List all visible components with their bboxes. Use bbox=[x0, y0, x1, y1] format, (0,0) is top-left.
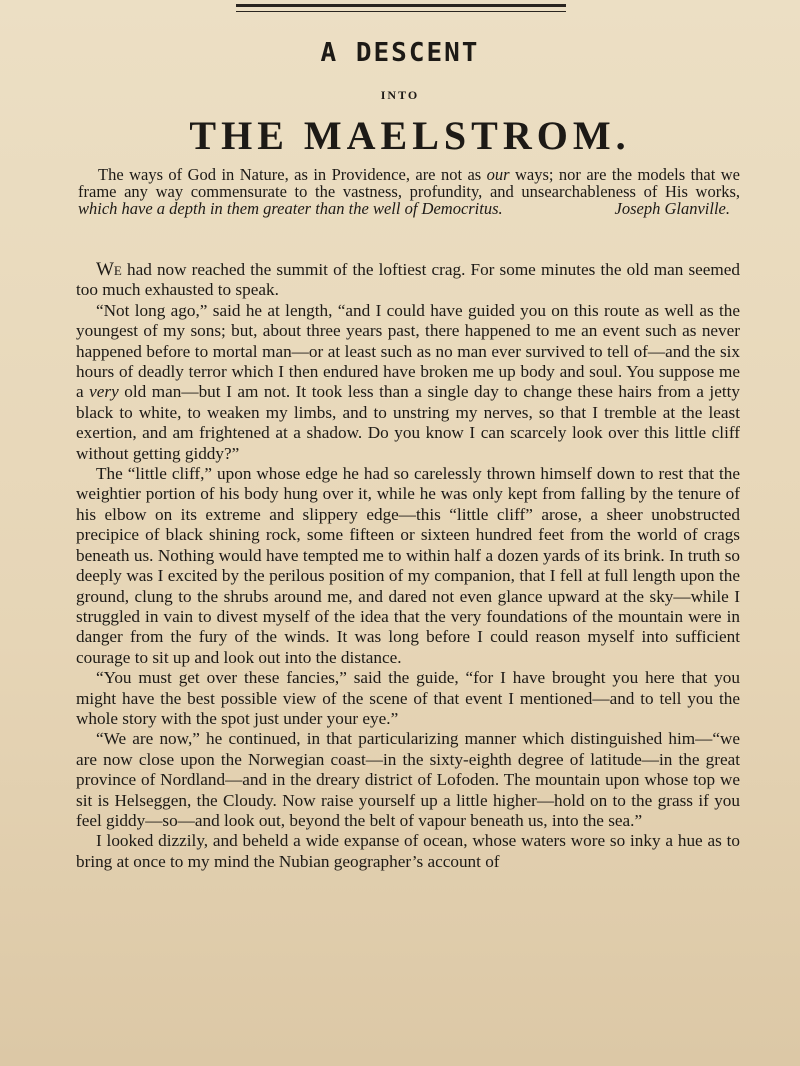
epigraph-text-b: ways; nor are the models that we frame any way commensurate to the vastness, profundity, and unsearchableness of His works, bbox=[78, 165, 741, 201]
epigraph-text-a: The ways of God in Nature, as in Providence, are not as bbox=[98, 165, 487, 184]
epigraph-emphasis-quote: which have a depth in them greater than the well of Democritus. bbox=[78, 199, 503, 218]
title-line-1: A DESCENT bbox=[320, 38, 480, 68]
paragraph-2-emphasis: very bbox=[89, 382, 119, 402]
paragraph-6: I looked dizzily, and beheld a wide expanse of ocean, whose waters wore so inky a hue as to bring at once to my mind the Nubian geographer’s account of bbox=[76, 831, 740, 871]
paragraph-4: “You must get over these fancies,” said the guide, “for I have brought you here that you might have the best possible view of the scene of that event I mentioned—and to tell you the whole story with the spot just under your eye.” bbox=[76, 668, 740, 728]
epigraph-attribution: Joseph Glanville. bbox=[614, 199, 730, 218]
paragraph-3: The “little cliff,” upon whose edge he had so carelessly thrown himself down to rest that the weightier portion of his body hung over it, while he was only kept from falling by the tenure of his elbow on its extreme and slippery edge—this “little cliff” arose, a sheer unobstructed precipice of black shining rock, some fifteen or sixteen hundred feet from the world of crags beneath us. Nothing would have tempted me to within half a dozen yards of its brink. In truth so deeply was I excited by the perilous position of my companion, that I fell at full length upon the ground, clung to the shrubs around me, and dared not even glance upward at the sky—while I struggled in vain to divest myself of the idea that the very foundations of the mountain were in danger from the fury of the winds. It was long before I could reason myself into sufficient courage to sit up and look out into the distance. bbox=[76, 464, 740, 667]
body-text bbox=[76, 260, 740, 872]
paragraph-2-b: old man—but I am not. It took less than a single day to change these hairs from a jetty black to white, to weaken my limbs, and to unstring my nerves, so that I tremble at the least exertion, and am frightened at a shadow. Do you know I can scarcely look over this little cliff without getting giddy?” bbox=[76, 382, 740, 463]
epigraph bbox=[78, 166, 740, 217]
epigraph-emphasis-our: our bbox=[486, 165, 510, 184]
top-rule bbox=[236, 4, 566, 12]
paragraph-2-a: “Not long ago,” said he at length, “and I could have guided you on this route as well as the youngest of my sons; but, about three years past, there happened to me an event such as never happened before to mortal man—or at least such as no man ever survived to tell of—and the six hours of deadly terror which I then endured have broken me up body and soul. You suppose me a bbox=[76, 300, 740, 402]
paragraph-1 bbox=[76, 260, 740, 301]
story-title: THE MAELSTROM. bbox=[189, 113, 631, 158]
paragraph-2 bbox=[76, 301, 740, 464]
title-line-2: INTO bbox=[380, 88, 420, 102]
paragraph-5: “We are now,” he continued, in that particularizing manner which distinguished him—“we are now close upon the Norwegian coast—in the sixty-eighth degree of latitude—in the great province of Nordland—and in the dreary district of Lofoden. The mountain upon whose top we sit is Helseggen, the Cloudy. Now raise yourself up a little higher—hold on to the grass if you feel giddy—so—and look out, beyond the belt of vapour beneath us, into the sea.” bbox=[76, 729, 740, 830]
paragraph-1-rest: had now reached the summit of the loftiest crag. For some minutes the old man seemed too much exhausted to speak. bbox=[76, 260, 740, 300]
paragraph-1-lead: We bbox=[96, 259, 122, 280]
